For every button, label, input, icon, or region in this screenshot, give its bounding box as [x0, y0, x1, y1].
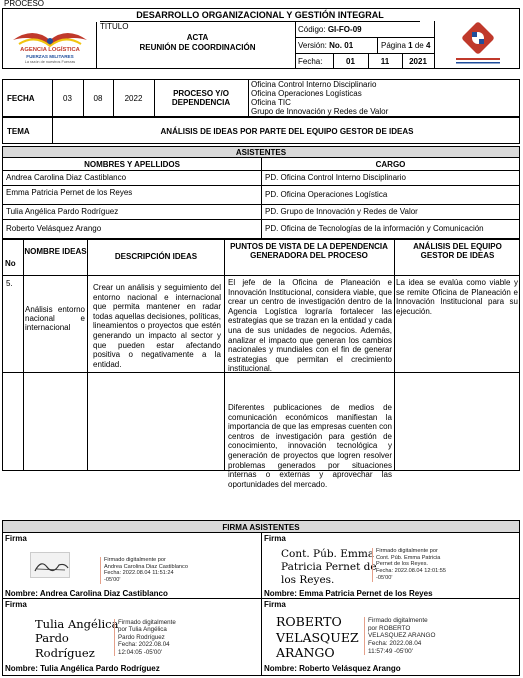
doc-title-1: ACTA — [186, 33, 209, 42]
attendee-name: Emma Patricia Pernet de los Reyes — [2, 185, 262, 205]
logo-line-2: FUERZAS MILITARES — [26, 54, 74, 59]
dependencia-2: Oficina Operaciones Logísticas — [251, 89, 362, 98]
firmas-title: FIRMA ASISTENTES — [2, 520, 520, 533]
digital-stamp: Firmado digitalmente por ROBERTO VELASQUEZ ARANGO Fecha: 2022.08.04 11:57:49 -05'00' — [364, 617, 435, 655]
idea-number: 5. — [6, 279, 13, 288]
digital-stamp: Firmado digitalmente por Tulia Angélica Pardo Rodríguez Fecha: 2022.08.04 12:04:05 -05'00' — [114, 619, 176, 656]
attendee-role: PD. Grupo de Innovación y Redes de Valor — [261, 204, 520, 220]
digital-stamp: Firmado digitalmente por Andrea Carolina Diaz Castiblanco Fecha: 2022.08.04 11:51:24 -05'00' — [100, 557, 188, 584]
fecha-label: FECHA — [7, 94, 35, 103]
date-label: Fecha: — [298, 57, 323, 66]
firma-label: Firma — [5, 534, 27, 543]
logo-line-1: AGENCIA LOGÍSTICA — [20, 47, 80, 53]
attendee-role: PD. Oficina Operaciones Logística — [261, 185, 520, 205]
process-name: DESARROLLO ORGANIZACIONAL Y GESTIÓN INTEGRAL — [136, 10, 384, 20]
top-process-label: PROCESO — [4, 0, 45, 8]
attendee-name: Roberto Velásquez Arango — [2, 219, 262, 239]
signer-name: Nombre: Roberto Velásquez Arango — [264, 664, 401, 673]
meta-month: 08 — [93, 94, 103, 103]
digital-stamp: Firmado digitalmente por Cont. Púb. Emma Patricia Pernet de los Reyes. Fecha: 2022.08.04 12:01:55 -05'00' — [372, 548, 446, 582]
date-day: 01 — [346, 57, 355, 66]
title-label: TITULO — [100, 22, 129, 31]
date-month: 11 — [380, 57, 390, 66]
signer-name: Nombre: Tulia Angélica Pardo Rodríguez — [5, 664, 160, 673]
meta-day: 03 — [63, 94, 72, 103]
proceso-label-2: DEPENDENCIA — [171, 98, 231, 107]
dependencia-1: Oficina Control Interno Disciplinario — [251, 80, 377, 89]
col-nombre-ideas: NOMBRE IDEAS — [24, 247, 87, 256]
page-field: Página 1 de 4 — [381, 41, 431, 50]
meta-year: 2022 — [124, 94, 143, 103]
col-puntos-vista: PUNTOS DE VISTA DE LA DEPENDENCIA GENERADORA DEL PROCESO — [230, 242, 388, 261]
signer-name: Nombre: Emma Patricia Pernet de los Reyes — [264, 589, 433, 598]
dependencia-3: Oficina TIC — [251, 98, 291, 107]
signature-text: Tulia Angélica Pardo Rodríguez — [35, 617, 119, 660]
firma-label: Firma — [264, 600, 286, 609]
idea-viewpoint-1: El jefe de la Oficina de Planeación e Innovación Institucional, considera viable, que crear un centro de investigación dentro de la Agencia Logística lograría fortalecer las estrategias que se trazan en la entidad y cada una de sus unidades de negocios. Además, analizar el impacto que generan los cambios nacionales y mundiales con el fin de generar estrategias que permitan el crecimiento institucional. — [228, 278, 392, 374]
signature-text: Cont. Púb. Emma Patricia Pernet de los Reyes. — [281, 548, 377, 587]
firma-label: Firma — [264, 534, 286, 543]
tema-label: TEMA — [7, 127, 30, 136]
doc-title-2: REUNIÓN DE COORDINACIÓN — [139, 43, 256, 52]
date-year: 2021 — [409, 57, 427, 66]
attendee-role: PD. Oficina Control Interno Disciplinario — [261, 170, 520, 186]
asistentes-title: ASISTENTES — [2, 146, 520, 158]
col-analisis: ANÁLISIS DEL EQUIPO GESTOR DE IDEAS — [413, 242, 502, 261]
attendee-role: PD. Oficina de Tecnologías de la información y Comunicación — [261, 219, 520, 239]
logo-tagline: La razón de nuestros Fuerzas — [24, 60, 76, 64]
col-cargo: CARGO — [261, 157, 520, 171]
attendee-name: Andrea Carolina Diaz Castiblanco — [2, 170, 262, 186]
tema-text: ANÁLISIS DE IDEAS POR PARTE DEL EQUIPO GESTOR DE IDEAS — [160, 127, 414, 136]
signature-text: ROBERTO VELASQUEZ ARANGO — [276, 614, 359, 661]
col-descripcion: DESCRIPCIÓN IDEAS — [114, 252, 198, 261]
proceso-label-1: PROCESO Y/O — [173, 89, 229, 98]
puzzle-emblem-icon — [436, 22, 519, 68]
col-no: No — [5, 259, 16, 268]
attendee-name: Tulia Angélica Pardo Rodríguez — [2, 204, 262, 220]
col-nombres: NOMBRES Y APELLIDOS — [2, 157, 262, 171]
dependencia-4: Grupo de Innovación y Redes de Valor — [251, 107, 389, 116]
version-field: Versión: No. 01 — [298, 41, 354, 50]
signature-image — [30, 552, 70, 578]
firma-label: Firma — [5, 600, 27, 609]
code-field: Código: GI-FO-09 — [298, 25, 362, 34]
idea-description: Crear un análisis y seguimiento del entorno nacional e internacional que permita mantener en radar todas aquellas decisiones, políticas, lineamientos o proyectos que estén generando un impacto al sector y que pueden estar afectando positiva o negativamente a la entidad. — [93, 283, 221, 369]
signer-name: Nombre: Andrea Carolina Diaz Castiblanco — [5, 589, 168, 598]
agency-logo — [3, 22, 97, 68]
idea-name: Análisis entorno nacional e internacional — [25, 305, 85, 333]
handwritten-signature-icon — [31, 553, 71, 579]
idea-analysis: La idea se evalúa como viable y se remite Oficina de Planeación e Innovación Institucional para su ejecución. — [396, 278, 518, 316]
defense-logo — [436, 22, 519, 68]
idea-viewpoint-2: Diferentes publicaciones de medios de comunicación económicos manifiestan la importancia de que las empresas cuenten con centros de investigación para gestión de conocimiento, innovación tecnológica y generación de proyectos que logren resolver problemas generados por situaciones internas o externas y aprovechar las oportunidades del mercado. — [228, 403, 392, 489]
